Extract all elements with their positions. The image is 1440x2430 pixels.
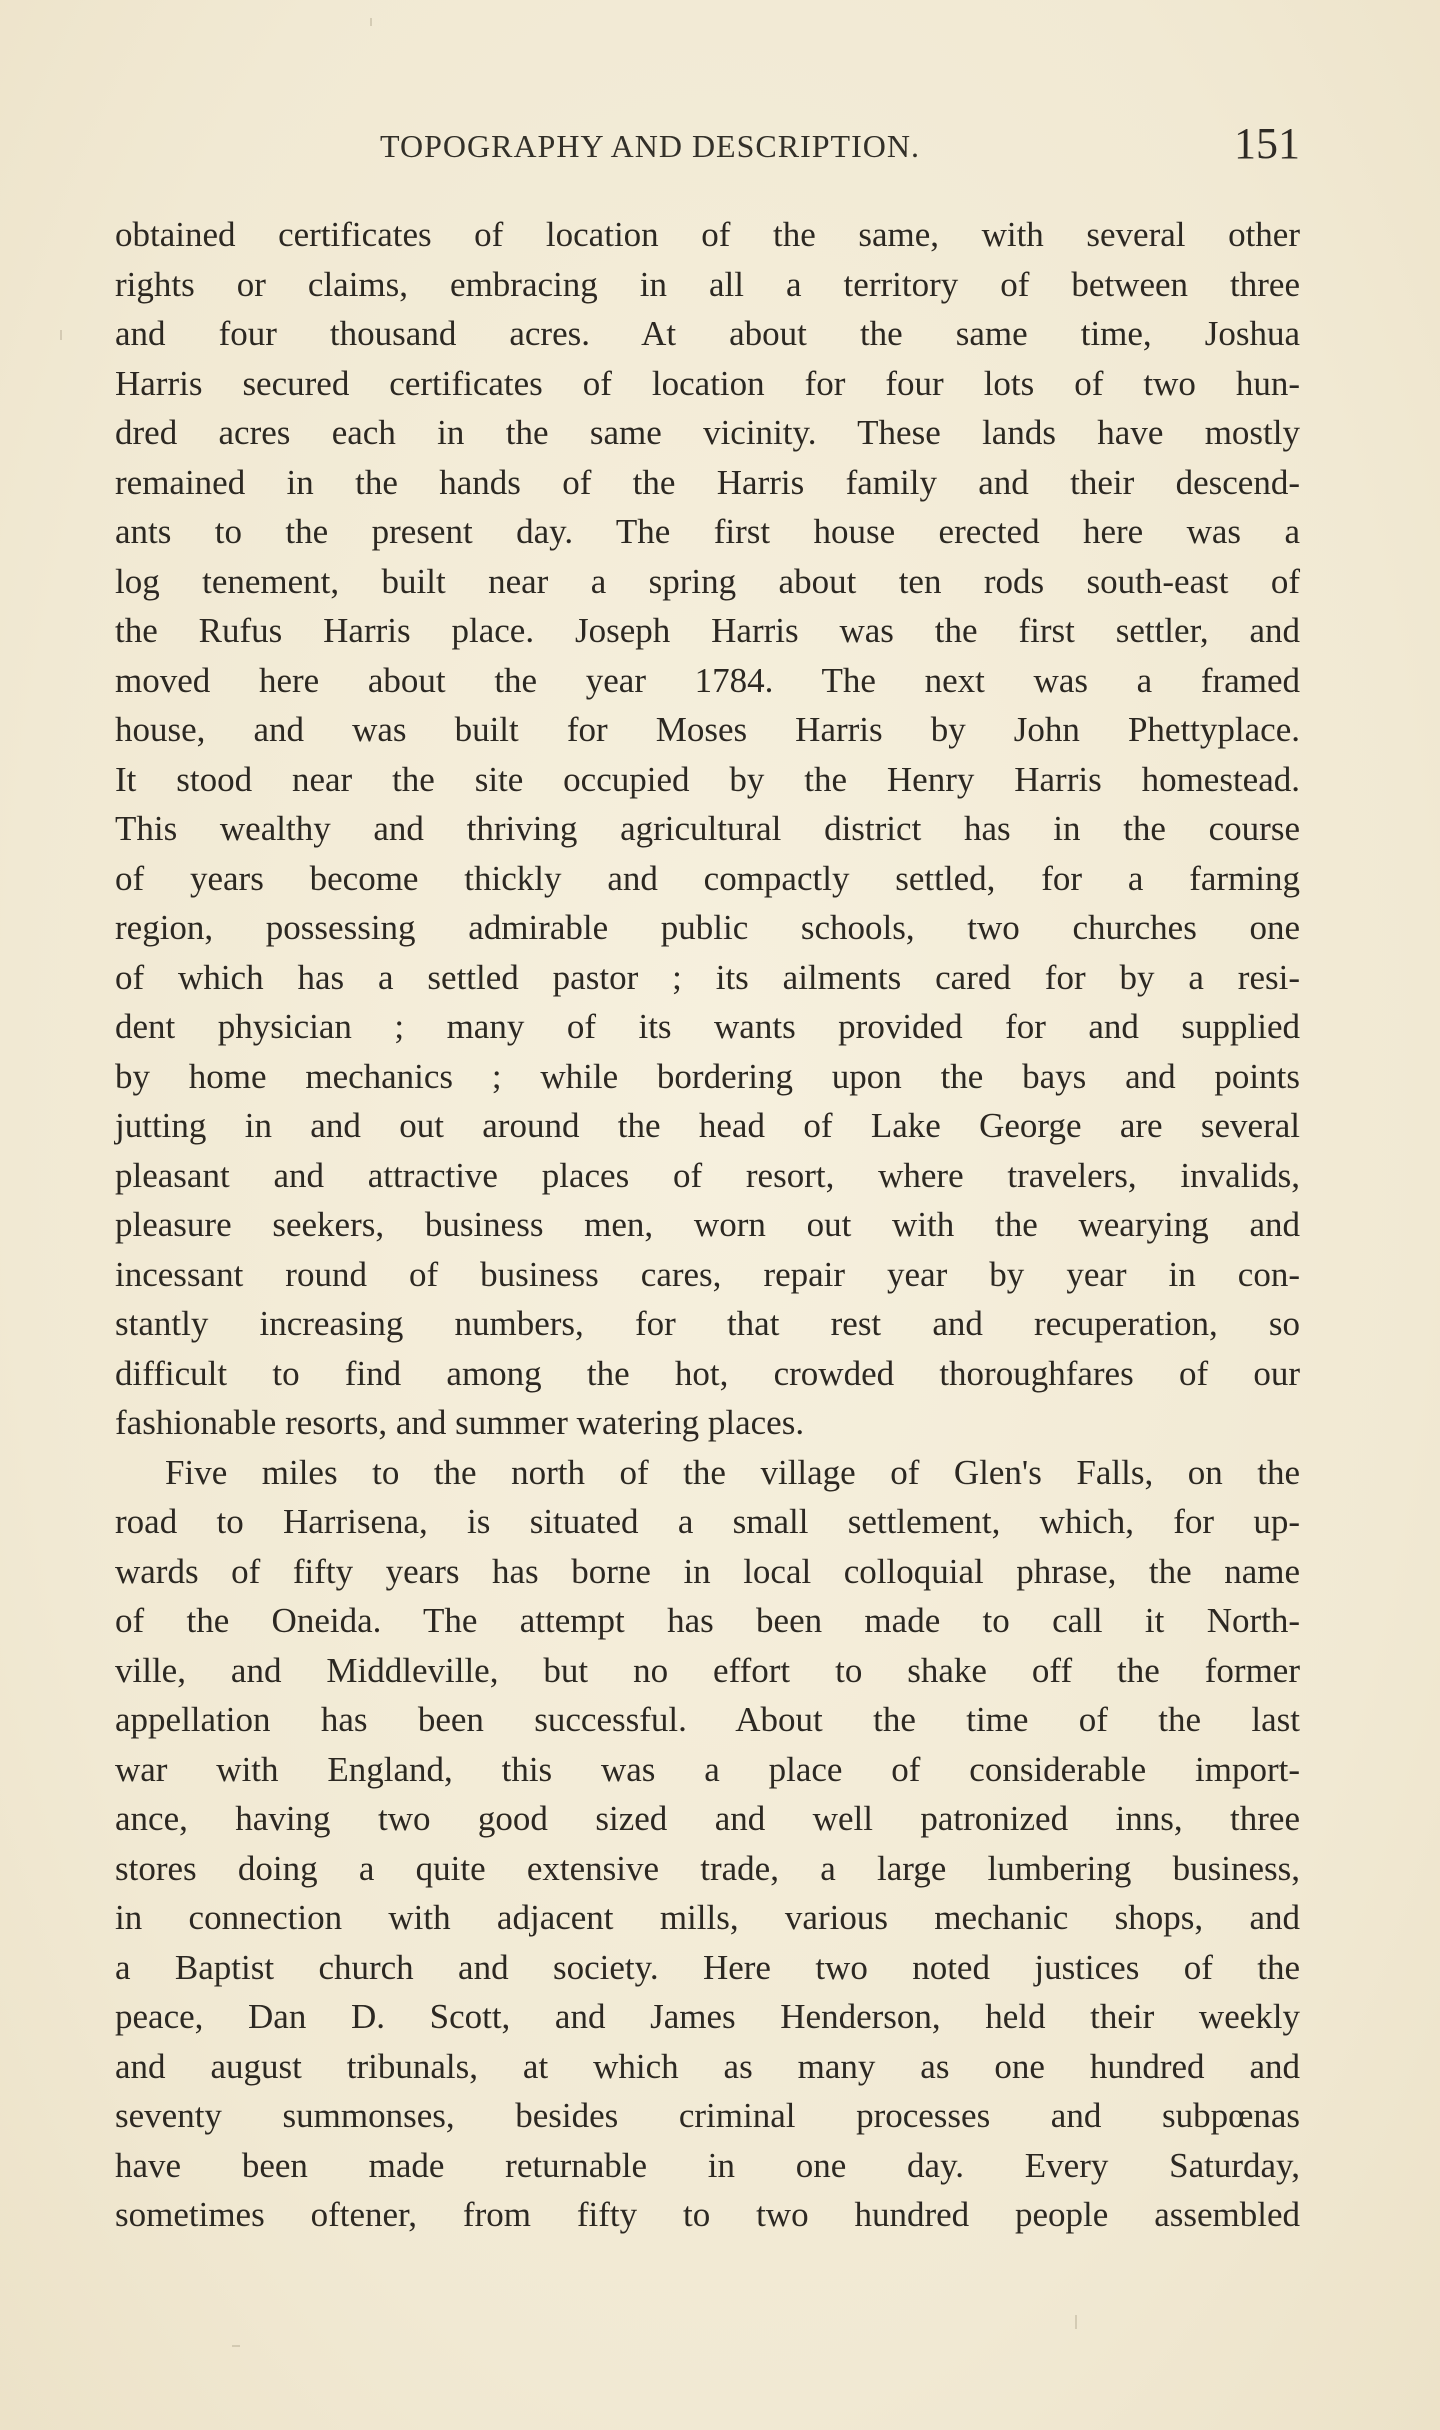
page-number: 151	[1234, 119, 1300, 168]
paper-speck	[370, 18, 372, 26]
text-line: of which has a settled pastor ; its ailments cared for by a resi-	[115, 957, 1300, 997]
text-line: pleasure seekers, business men, worn out with the wearying and	[115, 1205, 1300, 1244]
text-line: obtained certificates of location of the same, with several other	[115, 215, 1300, 254]
text-line: of the Oneida. The attempt has been made to call it North-	[115, 1601, 1300, 1640]
text-line: sometimes oftener, from fifty to two hundred people assembled	[115, 2195, 1300, 2234]
text-line: incessant round of business cares, repair year by year in con-	[115, 1254, 1300, 1294]
text-line: stores doing a quite extensive trade, a large lumbering business,	[115, 1848, 1300, 1888]
text-line: house, and was built for Moses Harris by John Phettyplace.	[115, 710, 1300, 749]
text-line: It stood near the site occupied by the Henry Harris homestead.	[115, 759, 1300, 799]
text-line: seventy summonses, besides criminal processes and subpœnas	[115, 2096, 1300, 2135]
text-line: dent physician ; many of its wants provided for and supplied	[115, 1007, 1300, 1046]
text-line: by home mechanics ; while bordering upon the bays and points	[115, 1056, 1300, 1096]
paragraph-end-line: fashionable resorts, and summer watering places.	[115, 1403, 805, 1442]
text-line: and august tribunals, at which as many as one hundred and	[115, 2046, 1300, 2086]
text-line: log tenement, built near a spring about ten rods south-east of	[115, 561, 1300, 601]
text-line: of years become thickly and compactly settled, for a farming	[115, 858, 1300, 898]
text-line: difficult to find among the hot, crowded thoroughfares of our	[115, 1353, 1300, 1393]
text-line: region, possessing admirable public schools, two churches one	[115, 908, 1300, 947]
text-line: ville, and Middleville, but no effort to shake off the former	[115, 1650, 1300, 1690]
text-line: jutting in and out around the head of Lake George are several	[115, 1106, 1300, 1145]
text-line: pleasant and attractive places of resort, where travelers, invalids,	[115, 1155, 1300, 1195]
text-line: war with England, this was a place of considerable import-	[115, 1749, 1300, 1789]
text-line: appellation has been successful. About the time of the last	[115, 1700, 1300, 1739]
text-line: wards of fifty years has borne in local colloquial phrase, the name	[115, 1551, 1300, 1591]
text-line: in connection with adjacent mills, various mechanic shops, and	[115, 1898, 1300, 1937]
text-line: road to Harrisena, is situated a small settlement, which, for up-	[115, 1502, 1300, 1541]
paper-speck	[232, 2345, 240, 2347]
paper-speck	[1075, 2315, 1077, 2329]
text-line: dred acres each in the same vicinity. These lands have mostly	[115, 413, 1300, 452]
text-line: and four thousand acres. At about the same time, Joshua	[115, 314, 1300, 353]
body-text	[115, 210, 1300, 2240]
text-line: the Rufus Harris place. Joseph Harris was the first settler, and	[115, 611, 1300, 650]
running-head	[115, 118, 1300, 168]
text-line: a Baptist church and society. Here two noted justices of the	[115, 1947, 1300, 1987]
text-line: ants to the present day. The first house erected here was a	[115, 512, 1300, 551]
text-line: rights or claims, embracing in all a territory of between three	[115, 264, 1300, 304]
text-line: ance, having two good sized and well patronized inns, three	[115, 1799, 1300, 1838]
text-line: remained in the hands of the Harris family and their descend-	[115, 462, 1300, 502]
text-line: Harris secured certificates of location for four lots of two hun-	[115, 363, 1300, 403]
text-line: This wealthy and thriving agricultural district has in the course	[115, 809, 1300, 848]
paragraph-start-line: Five miles to the north of the village of Glen's Falls, on the	[165, 1452, 1300, 1492]
text-line: moved here about the year 1784. The next was a framed	[115, 660, 1300, 700]
running-title: TOPOGRAPHY AND DESCRIPTION.	[380, 128, 920, 164]
text-line: have been made returnable in one day. Every Saturday,	[115, 2145, 1300, 2185]
text-line: peace, Dan D. Scott, and James Henderson, held their weekly	[115, 1997, 1300, 2036]
text-line: stantly increasing numbers, for that rest and recuperation, so	[115, 1304, 1300, 1343]
paper-speck	[60, 330, 62, 340]
